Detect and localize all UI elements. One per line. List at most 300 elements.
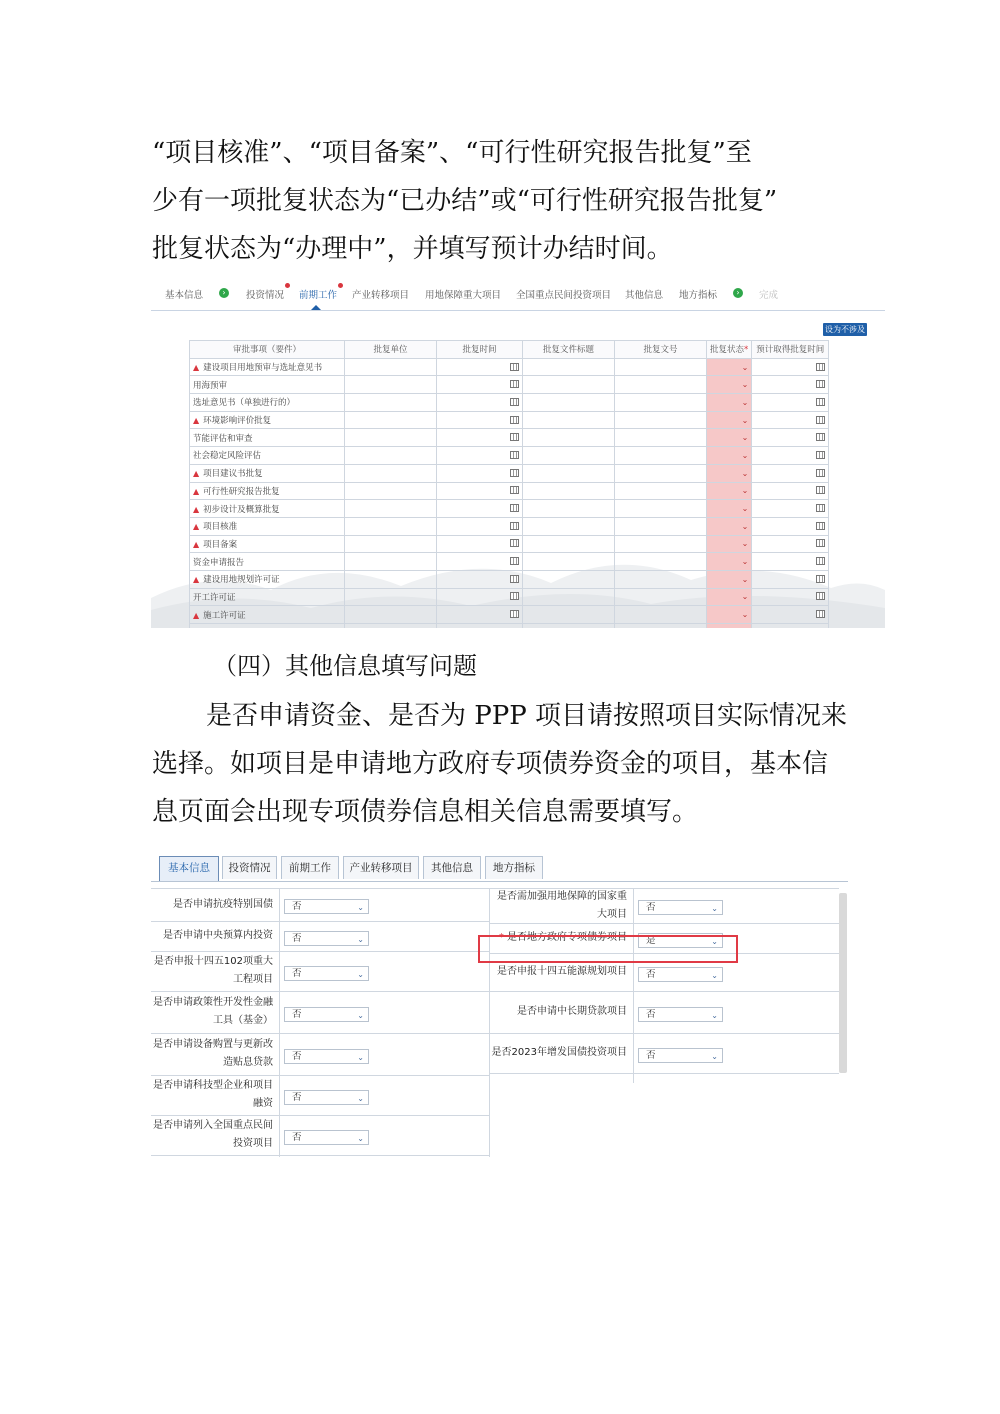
column-header: 批复单位 [345, 341, 437, 359]
issuing-unit-input[interactable] [345, 500, 437, 518]
document-title-input[interactable] [523, 517, 615, 535]
label-text: 大项目 [597, 908, 627, 920]
calendar-icon[interactable] [510, 539, 519, 547]
grid-line [151, 921, 489, 922]
left-field-select[interactable] [284, 899, 369, 914]
tab-bar [151, 853, 848, 882]
left-field-label [151, 896, 273, 914]
step-basic-info[interactable]: 基本信息 [165, 290, 204, 301]
select-value: 否 [646, 968, 656, 980]
right-field-label [489, 1044, 627, 1062]
document-title-input[interactable] [523, 429, 615, 447]
label-line [151, 1054, 273, 1072]
label-line [151, 896, 273, 914]
label-text: 是否申请科技型企业和项目 [153, 1080, 273, 1091]
expected-date-input[interactable] [752, 517, 829, 535]
arrow-right-icon: › [219, 288, 229, 298]
approval-item-cell [190, 394, 345, 412]
expected-date-input[interactable] [752, 429, 829, 447]
step-navigation [151, 280, 885, 311]
label-text: 工具（基金） [213, 1015, 273, 1026]
approval-date-input[interactable] [437, 376, 523, 394]
select-value: 否 [292, 1091, 302, 1103]
approval-item-name: 施工许可证 [203, 610, 246, 621]
approval-item-cell [190, 376, 345, 394]
table-row [190, 358, 829, 376]
calendar-icon[interactable] [510, 557, 519, 565]
issuing-unit-input[interactable] [345, 358, 437, 376]
document-title-input[interactable] [523, 553, 615, 571]
approval-date-input[interactable] [437, 517, 523, 535]
approval-item-cell [190, 482, 345, 500]
paragraph-other-info [152, 692, 857, 836]
table-row [190, 553, 829, 571]
grid-line [279, 888, 280, 1157]
tab-other-info[interactable]: 其他信息 [423, 856, 481, 879]
issuing-unit-input[interactable] [345, 553, 437, 571]
approval-item-name: 建设项目用地预审与选址意见书 [203, 363, 323, 374]
label-text: 工程项目 [233, 974, 273, 985]
calendar-icon[interactable] [510, 469, 519, 477]
table-row [190, 429, 829, 447]
chevron-down-icon: ⌄ [741, 468, 749, 478]
approval-table-screenshot [151, 280, 885, 628]
document-title-input[interactable] [523, 411, 615, 429]
calendar-icon[interactable] [510, 451, 519, 459]
approval-status-select[interactable] [707, 588, 752, 606]
expected-date-input[interactable] [752, 394, 829, 412]
issuing-unit-input[interactable] [345, 570, 437, 588]
approval-item-cell [190, 500, 345, 518]
calendar-icon[interactable] [816, 539, 825, 547]
approval-status-select[interactable] [707, 464, 752, 482]
grid-line [151, 1115, 489, 1116]
chevron-down-icon: ⌄ [741, 557, 749, 567]
expected-date-input[interactable] [752, 606, 829, 624]
required-triangle-icon: ▲ [193, 610, 200, 620]
table-row-partial [190, 624, 829, 629]
right-field-select[interactable] [638, 900, 723, 915]
calendar-icon[interactable] [510, 522, 519, 530]
approval-item-name: 选址意见书（单独进行的） [193, 398, 296, 409]
approval-status-select[interactable] [707, 411, 752, 429]
approval-date-input[interactable] [437, 394, 523, 412]
tab-industry-transfer[interactable]: 产业转移项目 [343, 856, 419, 879]
required-triangle-icon: ▲ [193, 469, 200, 479]
document-title-input[interactable] [523, 358, 615, 376]
left-field-select[interactable] [284, 1007, 369, 1022]
calendar-icon[interactable] [816, 363, 825, 371]
document-number-input[interactable] [615, 606, 707, 624]
approval-status-select[interactable] [707, 376, 752, 394]
label-text: 是否申请政策性开发性金融 [153, 997, 273, 1008]
document-title-input[interactable] [523, 570, 615, 588]
alert-dot-icon [338, 283, 343, 288]
issuing-unit-input[interactable] [345, 588, 437, 606]
label-text: 是否2023年增发国债投资项目 [491, 1047, 627, 1058]
issuing-unit-input[interactable] [345, 606, 437, 624]
required-triangle-icon: ▲ [193, 486, 200, 496]
approval-status-select[interactable] [707, 535, 752, 553]
calendar-icon[interactable] [510, 504, 519, 512]
table-row [190, 394, 829, 412]
issuing-unit-input[interactable] [345, 535, 437, 553]
set-not-applicable-button[interactable]: 设为不涉及 [825, 325, 865, 334]
document-title-input[interactable] [523, 606, 615, 624]
approval-date-input[interactable] [437, 411, 523, 429]
document-number-input[interactable] [615, 376, 707, 394]
expected-date-input[interactable] [752, 535, 829, 553]
chevron-down-icon: ⌄ [741, 504, 749, 514]
chevron-down-icon: ⌄ [741, 592, 749, 602]
label-line [151, 953, 273, 971]
select-value: 否 [292, 1131, 302, 1143]
chevron-down-icon: ⌄ [357, 1052, 364, 1062]
document-number-input[interactable] [615, 411, 707, 429]
chevron-down-icon: ⌄ [711, 1051, 718, 1061]
chevron-down-icon: ⌄ [711, 904, 718, 913]
select-value: 否 [292, 1008, 302, 1020]
chevron-down-icon: ⌄ [741, 486, 749, 496]
chevron-down-icon: ⌄ [741, 362, 749, 372]
calendar-icon[interactable] [816, 504, 825, 512]
calendar-icon[interactable] [816, 610, 825, 618]
approval-status-select[interactable] [707, 500, 752, 518]
chevron-down-icon: ⌄ [741, 574, 749, 584]
required-triangle-icon: ▲ [193, 363, 200, 373]
approval-item-cell [190, 429, 345, 447]
step-private-investment[interactable]: 全国重点民间投资项目 [516, 290, 612, 301]
label-text: 是否申请设备购置与更新改 [153, 1039, 273, 1050]
expected-date-input[interactable] [752, 482, 829, 500]
approval-item-cell [190, 553, 345, 571]
document-title-input[interactable] [523, 447, 615, 465]
approval-status-select[interactable] [707, 429, 752, 447]
issuing-unit-input[interactable] [345, 517, 437, 535]
table-row [190, 482, 829, 500]
left-field-select[interactable] [284, 1130, 369, 1145]
document-number-input[interactable] [615, 482, 707, 500]
right-field-select[interactable] [638, 1048, 723, 1063]
step-industry-transfer[interactable]: 产业转移项目 [352, 290, 410, 301]
calendar-icon[interactable] [510, 592, 519, 600]
approval-status-select[interactable] [707, 394, 752, 412]
calendar-icon[interactable] [510, 363, 519, 371]
document-title-input[interactable] [523, 482, 615, 500]
approval-date-input[interactable] [437, 588, 523, 606]
left-field-label [151, 994, 273, 1030]
section-heading: （四）其他信息填写问题 [213, 652, 477, 680]
chevron-down-icon: ⌄ [357, 1010, 364, 1020]
label-line [489, 963, 627, 981]
vertical-scrollbar[interactable] [839, 893, 847, 1073]
chevron-down-icon: ⌄ [741, 433, 749, 443]
approval-status-select[interactable] [707, 358, 752, 376]
expected-date-input[interactable] [752, 553, 829, 571]
calendar-icon[interactable] [816, 522, 825, 530]
chevron-down-icon: ⌄ [741, 380, 749, 390]
calendar-icon[interactable] [816, 592, 825, 600]
label-line [151, 1012, 273, 1030]
label-text: 是否申报十四五能源规划项目 [497, 966, 627, 977]
approval-item-name: 节能评估和审查 [193, 433, 253, 444]
tab-basic-info[interactable]: 基本信息 [159, 856, 219, 881]
calendar-icon[interactable] [510, 416, 519, 424]
issuing-unit-input[interactable] [345, 464, 437, 482]
document-number-input[interactable] [615, 500, 707, 518]
chevron-down-icon: ⌄ [711, 970, 718, 980]
calendar-icon[interactable] [816, 433, 825, 441]
left-field-label [151, 953, 273, 989]
approval-date-input[interactable] [437, 570, 523, 588]
document-title-input[interactable] [523, 464, 615, 482]
document-number-input[interactable] [615, 553, 707, 571]
paragraph-line: 是否申请资金、是否为 PPP 项目请按照项目实际情况来 [206, 701, 848, 731]
step-investment[interactable] [246, 287, 284, 301]
column-header: 批复文件标题 [523, 341, 615, 359]
approval-item-name: 资金申请报告 [193, 557, 245, 568]
select-value: 否 [646, 1008, 656, 1020]
calendar-icon[interactable] [816, 486, 825, 494]
expected-date-input[interactable] [752, 447, 829, 465]
column-header: 批复文号 [615, 341, 707, 359]
column-header: 批复时间 [437, 341, 523, 359]
step-land-guarantee[interactable]: 用地保障重大项目 [425, 290, 502, 301]
left-field-label [151, 1117, 273, 1153]
approval-item-cell [190, 447, 345, 465]
grid-line [489, 923, 839, 924]
document-number-input[interactable] [615, 358, 707, 376]
label-text: 是否地方政府专项债券项目 [507, 932, 627, 943]
select-value: 否 [292, 1050, 302, 1062]
step-other-info[interactable]: 其他信息 [625, 290, 664, 301]
left-field-select[interactable] [284, 931, 369, 946]
approval-status-select[interactable] [707, 517, 752, 535]
required-asterisk: * [744, 345, 749, 356]
approval-status-select[interactable] [707, 447, 752, 465]
document-title-input[interactable] [523, 376, 615, 394]
column-header: 预计取得批复时间 [752, 341, 829, 359]
grid-line [151, 1155, 489, 1156]
approval-date-input[interactable] [437, 535, 523, 553]
approval-item-cell [190, 411, 345, 429]
issuing-unit-input[interactable] [345, 376, 437, 394]
label-text: 造贴息贷款 [223, 1057, 273, 1068]
chevron-down-icon: ⌄ [741, 397, 749, 407]
label-text: 是否申请中央预算内投资 [163, 930, 273, 941]
label-line [151, 994, 273, 1012]
approval-item-name: 用海预审 [193, 380, 228, 391]
step-preliminary-work[interactable] [299, 287, 337, 301]
approval-item-cell [190, 517, 345, 535]
calendar-icon[interactable] [510, 398, 519, 406]
left-field-label [151, 1077, 273, 1113]
paragraph-line: 少有一项批复状态为“已办结”或“可行性研究报告批复” [152, 186, 778, 216]
expected-date-input[interactable] [752, 500, 829, 518]
issuing-unit-input[interactable] [345, 482, 437, 500]
approval-date-input[interactable] [437, 482, 523, 500]
label-line [151, 1117, 273, 1135]
select-value: 否 [292, 967, 302, 979]
expected-date-input[interactable] [752, 570, 829, 588]
left-field-select[interactable] [284, 1049, 369, 1064]
calendar-icon[interactable] [816, 575, 825, 583]
document-title-input[interactable] [523, 500, 615, 518]
calendar-icon[interactable] [816, 398, 825, 406]
left-field-select[interactable] [284, 966, 369, 981]
approval-status-select[interactable] [707, 553, 752, 571]
calendar-icon[interactable] [816, 451, 825, 459]
right-field-select[interactable] [638, 1007, 723, 1022]
approval-item-name: 环境影响评价批复 [203, 416, 272, 427]
document-number-input[interactable] [615, 570, 707, 588]
label-text: 是否申请列入全国重点民间 [153, 1120, 273, 1131]
tab-investment[interactable]: 投资情况 [222, 856, 277, 879]
label-text: 是否申请抗疫特别国债 [173, 898, 273, 910]
label-line [151, 1036, 273, 1054]
document-number-input[interactable] [615, 517, 707, 535]
chevron-down-icon: ⌄ [357, 1093, 364, 1103]
table-row [190, 570, 829, 588]
issuing-unit-input[interactable] [345, 411, 437, 429]
table-row [190, 517, 829, 535]
label-line [489, 1044, 627, 1062]
document-title-input[interactable] [523, 535, 615, 553]
approval-status-select[interactable] [707, 482, 752, 500]
label-line [489, 1003, 627, 1021]
approval-date-input[interactable] [437, 429, 523, 447]
approval-date-input[interactable] [437, 500, 523, 518]
approval-date-input[interactable] [437, 447, 523, 465]
required-triangle-icon: ▲ [193, 539, 200, 549]
calendar-icon[interactable] [510, 380, 519, 388]
label-line [151, 1095, 273, 1113]
document-title-input[interactable] [523, 394, 615, 412]
document-number-input[interactable] [615, 464, 707, 482]
document-number-input[interactable] [615, 429, 707, 447]
expected-date-input[interactable] [752, 588, 829, 606]
table-row [190, 376, 829, 394]
required-asterisk: * [498, 932, 504, 943]
document-number-input[interactable] [615, 535, 707, 553]
left-field-select[interactable] [284, 1090, 369, 1105]
chevron-down-icon: ⌄ [711, 936, 718, 946]
table-row [190, 411, 829, 429]
paragraph-line: 息页面会出现专项债券信息相关信息需要填写。 [152, 797, 699, 827]
chevron-down-icon: ⌄ [741, 539, 749, 549]
table-header-row [190, 341, 829, 359]
label-text: 是否需加强用地保障的国家重 [497, 890, 627, 902]
calendar-icon[interactable] [510, 610, 519, 618]
approval-status-select[interactable] [707, 606, 752, 624]
calendar-icon[interactable] [510, 486, 519, 494]
highlight-box [478, 935, 738, 963]
column-header [707, 341, 752, 359]
status-header-label: 批复状态 [710, 345, 745, 356]
right-field-label [489, 963, 627, 981]
approval-item-name: 项目核准 [203, 522, 238, 533]
calendar-icon[interactable] [816, 469, 825, 477]
calendar-icon[interactable] [510, 575, 519, 583]
chevron-down-icon: ⌄ [711, 1010, 718, 1020]
basic-info-form-screenshot [151, 853, 848, 1157]
document-title-input[interactable] [523, 588, 615, 606]
label-text: 投资项目 [233, 1138, 273, 1149]
document-number-input[interactable] [615, 394, 707, 412]
right-field-label [489, 888, 627, 924]
right-field-select[interactable] [638, 967, 723, 982]
issuing-unit-input[interactable] [345, 447, 437, 465]
required-triangle-icon: ▲ [193, 522, 200, 532]
calendar-icon[interactable] [816, 557, 825, 565]
document-number-input[interactable] [615, 588, 707, 606]
issuing-unit-input[interactable] [345, 429, 437, 447]
table-row [190, 606, 829, 624]
column-header: 审批事项（要件） [190, 341, 345, 359]
approval-item-cell [190, 570, 345, 588]
tab-local-indicators[interactable]: 地方指标 [485, 856, 543, 879]
approval-date-input[interactable] [437, 553, 523, 571]
select-value: 否 [292, 901, 302, 912]
calendar-icon[interactable] [510, 433, 519, 441]
grid-line [151, 888, 839, 889]
label-line [151, 1077, 273, 1095]
table-row [190, 447, 829, 465]
grid-line [489, 888, 490, 1157]
approval-rows [190, 358, 829, 628]
left-field-label [151, 927, 273, 945]
label-line [151, 1135, 273, 1153]
approval-date-input[interactable] [437, 358, 523, 376]
approval-status-select[interactable] [707, 570, 752, 588]
approval-date-input[interactable] [437, 606, 523, 624]
required-triangle-icon: ▲ [193, 504, 200, 514]
document-number-input[interactable] [615, 447, 707, 465]
grid-line [633, 888, 634, 1083]
approval-item-cell [190, 464, 345, 482]
step-label: 投资情况 [246, 290, 285, 301]
step-local-indicators[interactable]: 地方指标 [679, 290, 718, 301]
table-row [190, 500, 829, 518]
expected-date-input[interactable] [752, 411, 829, 429]
calendar-icon[interactable] [816, 416, 825, 424]
expected-date-input[interactable] [752, 464, 829, 482]
approval-date-input[interactable] [437, 464, 523, 482]
paragraph-line: 选择。如项目是申请地方政府专项债券资金的项目，基本信 [152, 749, 829, 779]
chevron-down-icon: ⌄ [357, 934, 364, 944]
chevron-down-icon: ⌄ [741, 610, 749, 620]
chevron-down-icon: ⌄ [741, 450, 749, 460]
required-triangle-icon: ▲ [193, 416, 200, 426]
tab-preliminary-work[interactable]: 前期工作 [281, 856, 339, 879]
calendar-icon[interactable] [816, 380, 825, 388]
expected-date-input[interactable] [752, 376, 829, 394]
grid-line [489, 1033, 839, 1034]
step-finish[interactable]: 完成 [759, 290, 779, 301]
table-row [190, 588, 829, 606]
approval-grid [189, 340, 829, 628]
issuing-unit-input[interactable] [345, 394, 437, 412]
active-step-indicator [311, 305, 321, 310]
expected-date-input[interactable] [752, 358, 829, 376]
approval-item-name: 开工许可证 [193, 592, 236, 603]
paragraph-line: 批复状态为“办理中”，并填写预计办结时间。 [152, 234, 673, 264]
paragraph-approval-rule [152, 129, 857, 273]
chevron-down-icon: ⌄ [357, 1133, 364, 1143]
label-line [151, 927, 273, 945]
required-triangle-icon: ▲ [193, 575, 200, 585]
select-value: 是 [646, 934, 656, 946]
